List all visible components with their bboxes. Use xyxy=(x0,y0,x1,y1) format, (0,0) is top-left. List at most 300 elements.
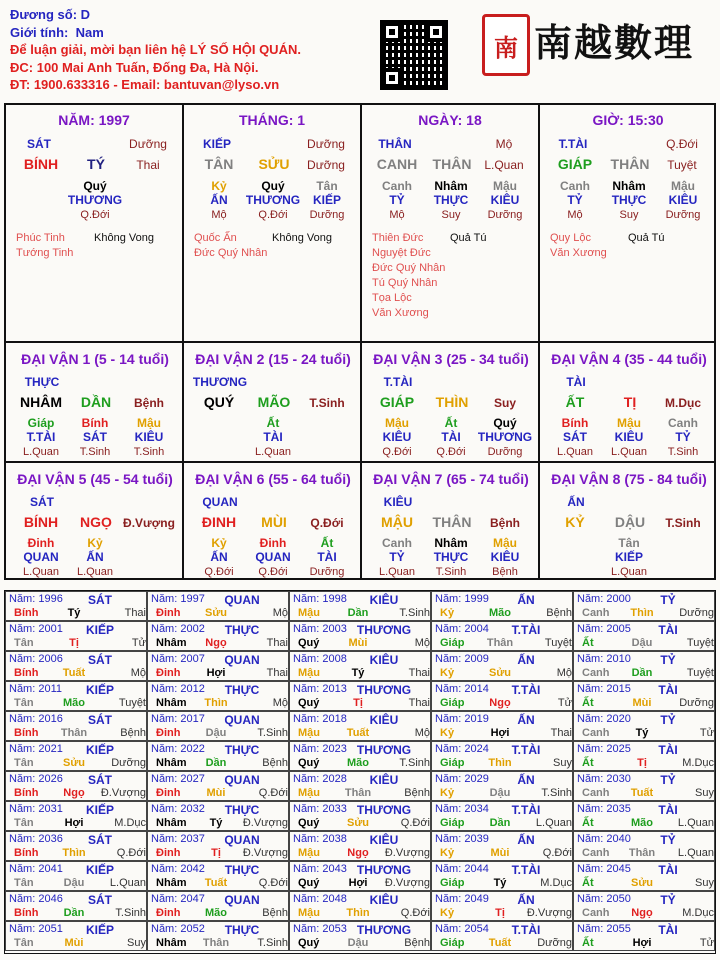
year-stage: L.Quan xyxy=(677,817,714,829)
chart-frame xyxy=(4,103,716,580)
year-cell xyxy=(147,801,289,831)
year-cell xyxy=(147,891,289,921)
hidden-stage: Bệnh xyxy=(492,566,518,578)
year-stem: Canh xyxy=(582,847,610,859)
year-branch: Mão xyxy=(489,607,511,619)
year-star: TÀI xyxy=(658,923,678,937)
dai-van-star: QUAN xyxy=(202,495,238,509)
year-stage: Q.Đới xyxy=(542,847,572,859)
year-star: KIẾP xyxy=(85,803,114,817)
year-label: Năm: 2050 xyxy=(577,893,631,905)
year-stage: Thai xyxy=(266,667,288,679)
hidden-star: SÁT xyxy=(83,430,107,444)
dai-van-star: TÀI xyxy=(566,375,586,389)
year-cell xyxy=(5,741,147,771)
year-label: Năm: 2052 xyxy=(151,923,205,935)
hidden-star: THƯƠNG xyxy=(67,193,123,207)
dai-van-stage: Bệnh xyxy=(134,396,164,410)
year-cell xyxy=(5,921,147,951)
year-branch: Mùi xyxy=(348,637,368,649)
year-branch: Sửu xyxy=(630,877,654,889)
year-branch: Tị xyxy=(637,757,647,769)
year-label: Năm: 2016 xyxy=(9,713,63,725)
year-label: Năm: 2053 xyxy=(293,923,347,935)
hidden-stage: Q.Đới xyxy=(204,566,234,578)
year-stem: Mậu xyxy=(298,727,320,739)
year-star: QUAN xyxy=(224,773,260,787)
year-cell xyxy=(573,741,715,771)
year-stem: Quý xyxy=(298,637,320,649)
star-note: Thiên Đức xyxy=(372,232,424,244)
year-star: T.TÀI xyxy=(511,623,541,637)
year-stem: Ất xyxy=(582,637,594,649)
pillar-stem: TÂN xyxy=(204,156,234,172)
year-stem: Đinh xyxy=(156,667,181,679)
hidden-star: KIÊU xyxy=(382,430,412,444)
year-stage: M.Dục xyxy=(682,757,714,769)
year-star: QUAN xyxy=(224,593,260,607)
year-stem: Bính xyxy=(14,847,39,859)
star-note: Quả Tú xyxy=(628,232,665,244)
hidden-star: KIẾP xyxy=(312,193,341,207)
year-star: ẤN xyxy=(517,833,535,847)
pillar-stem: BÍNH xyxy=(23,156,59,172)
year-cell xyxy=(573,621,715,651)
dai-van-title: ĐẠI VẬN 8 (75 - 84 tuổi) xyxy=(551,471,707,487)
year-star: THƯƠNG xyxy=(356,923,412,937)
year-star: SÁT xyxy=(88,713,112,727)
year-label: Năm: 1996 xyxy=(9,593,63,605)
year-stage: Mộ xyxy=(556,667,572,679)
year-label: Năm: 2002 xyxy=(151,623,205,635)
year-branch: Ngọ xyxy=(631,907,653,919)
hidden-stage: L.Quan xyxy=(378,566,416,578)
dai-van-stage: Bệnh xyxy=(490,516,520,530)
pillar-branch-stage: Thai xyxy=(136,158,160,172)
year-star: THƯƠNG xyxy=(356,863,412,877)
star-note: Quả Tú xyxy=(450,232,487,244)
dai-van-star: SÁT xyxy=(30,495,54,509)
year-branch: Dần xyxy=(205,757,227,769)
year-cell xyxy=(289,681,431,711)
year-branch: Tuất xyxy=(488,937,512,949)
year-star: KIÊU xyxy=(369,833,399,847)
year-star: SÁT xyxy=(88,773,112,787)
star-note: Đức Quý Nhân xyxy=(372,262,446,274)
year-cell xyxy=(147,921,289,951)
year-stem: Tân xyxy=(14,817,34,829)
dai-van-branch: DẬU xyxy=(614,514,646,530)
year-star: TÀI xyxy=(658,623,678,637)
year-branch: Dậu xyxy=(347,937,369,949)
year-stem: Giáp xyxy=(440,637,465,649)
year-star: THỰC xyxy=(224,803,260,817)
star-note: Không Vong xyxy=(94,232,154,244)
hidden-stem: Quý xyxy=(83,179,107,193)
year-branch: Sửu xyxy=(204,607,228,619)
hidden-stage: Q.Đới xyxy=(436,446,466,458)
year-star: T.TÀI xyxy=(511,863,541,877)
hidden-stem: Đinh xyxy=(259,536,287,550)
year-stage: Tử xyxy=(699,937,714,949)
year-star: THỰC xyxy=(224,923,260,937)
year-label: Năm: 2012 xyxy=(151,683,205,695)
hidden-stage: Mộ xyxy=(211,209,227,221)
gioi-tinh-label: Giới tính: xyxy=(10,24,69,40)
year-star: T.TÀI xyxy=(511,743,541,757)
year-stem: Tân xyxy=(14,757,34,769)
year-stem: Bính xyxy=(14,787,39,799)
year-label: Năm: 2003 xyxy=(293,623,347,635)
year-label: Năm: 2039 xyxy=(435,833,489,845)
year-cell xyxy=(573,591,715,621)
hidden-star: TỶ xyxy=(567,193,583,207)
hidden-star: KIÊU xyxy=(490,193,520,207)
year-stem: Đinh xyxy=(156,847,181,859)
hidden-stage: L.Quan xyxy=(610,566,648,578)
year-stage: Bệnh xyxy=(404,787,430,799)
year-label: Năm: 2033 xyxy=(293,803,347,815)
hidden-star: KIÊU xyxy=(134,430,164,444)
year-branch: Dần xyxy=(631,667,653,679)
hidden-stage: Q.Đới xyxy=(80,209,110,221)
year-cell xyxy=(431,771,573,801)
pillar-branch-stage: Tuyệt xyxy=(667,158,697,172)
year-stage: Tuyệt xyxy=(544,637,572,649)
year-stem: Tân xyxy=(14,697,34,709)
year-cell xyxy=(573,801,715,831)
year-stage: Đ.Vượng xyxy=(384,877,430,889)
year-branch: Mùi xyxy=(632,697,652,709)
year-stage: T.Sinh xyxy=(399,607,430,619)
hidden-stage: L.Quan xyxy=(22,446,60,458)
year-stem: Giáp xyxy=(440,877,465,889)
pillar-top-star: THÂN xyxy=(378,137,412,151)
year-stage: Q.Đới xyxy=(116,847,146,859)
star-note: Quốc Ấn xyxy=(194,232,237,244)
hidden-stage: Mộ xyxy=(567,209,583,221)
year-cell xyxy=(289,651,431,681)
year-stem: Ất xyxy=(582,817,594,829)
dai-van-title: ĐẠI VẬN 7 (65 - 74 tuổi) xyxy=(373,471,529,487)
dai-van-star: T.TÀI xyxy=(383,375,413,389)
year-branch: Hợi xyxy=(64,817,84,829)
year-stage: Mộ xyxy=(272,607,288,619)
year-stage: M.Dục xyxy=(682,907,714,919)
year-label: Năm: 2015 xyxy=(577,683,631,695)
year-label: Năm: 2008 xyxy=(293,653,347,665)
year-stage: Q.Đới xyxy=(258,787,288,799)
year-stage: Đ.Vượng xyxy=(100,787,146,799)
year-branch: Tuất xyxy=(204,877,228,889)
year-stem: Đinh xyxy=(156,907,181,919)
hidden-stage: T.Sinh xyxy=(435,566,467,578)
year-stem: Đinh xyxy=(156,787,181,799)
year-cell xyxy=(147,591,289,621)
address-line: ĐC: 100 Mai Anh Tuấn, Đống Đa, Hà Nội. xyxy=(10,59,259,75)
dai-van-branch: THÌN xyxy=(435,394,469,410)
year-label: Năm: 2010 xyxy=(577,653,631,665)
year-cell xyxy=(5,621,147,651)
pillar-stem: CANH xyxy=(376,156,418,172)
hidden-stage: T.Sinh xyxy=(667,446,699,458)
year-cell xyxy=(289,771,431,801)
hidden-stem: Mậu xyxy=(385,416,409,430)
year-cell xyxy=(431,831,573,861)
year-label: Năm: 2005 xyxy=(577,623,631,635)
year-stage: M.Dục xyxy=(540,877,572,889)
year-stem: Canh xyxy=(582,667,610,679)
year-stem: Quý xyxy=(298,877,320,889)
year-star: SÁT xyxy=(88,653,112,667)
year-label: Năm: 2006 xyxy=(9,653,63,665)
year-stage: Đ.Vượng xyxy=(526,907,572,919)
year-star: THƯƠNG xyxy=(356,683,412,697)
year-stem: Mậu xyxy=(298,787,320,799)
year-branch: Tị xyxy=(69,637,79,649)
hidden-stage: Suy xyxy=(441,209,461,221)
year-stage: Đ.Vượng xyxy=(242,817,288,829)
year-cell xyxy=(147,621,289,651)
year-branch: Sửu xyxy=(488,667,512,679)
year-star: ẤN xyxy=(517,593,535,607)
year-stem: Mậu xyxy=(298,907,320,919)
duong-so-label: Đương số: xyxy=(10,7,78,22)
hidden-stage: L.Quan xyxy=(22,566,60,578)
year-label: Năm: 2020 xyxy=(577,713,631,725)
year-stem: Nhâm xyxy=(156,637,187,649)
year-stage: Tử xyxy=(699,727,714,739)
hidden-star: THƯƠNG xyxy=(477,430,533,444)
pillar-top-star: SÁT xyxy=(27,137,51,151)
year-stage: Đ.Vượng xyxy=(242,847,288,859)
year-branch: Dần xyxy=(347,607,369,619)
year-stage: L.Quan xyxy=(677,847,714,859)
year-stem: Bính xyxy=(14,667,39,679)
hidden-stem: Ất xyxy=(444,416,458,430)
duong-so-value: D xyxy=(80,7,91,22)
year-label: Năm: 2022 xyxy=(151,743,205,755)
hidden-stem: Tân xyxy=(618,536,640,550)
year-cell xyxy=(431,621,573,651)
pillar-branch: THÂN xyxy=(610,156,650,172)
hidden-stage: T.Sinh xyxy=(79,446,111,458)
year-stage: Đ.Vượng xyxy=(384,847,430,859)
year-stage: Suy xyxy=(695,787,714,799)
year-label: Năm: 2000 xyxy=(577,593,631,605)
year-stem: Tân xyxy=(14,877,34,889)
dai-van-star: KIÊU xyxy=(383,495,413,509)
year-stage: Thai xyxy=(408,667,430,679)
year-stage: Bệnh xyxy=(546,607,572,619)
hidden-star: TÀI xyxy=(317,550,337,564)
year-stem: Canh xyxy=(582,727,610,739)
year-cell xyxy=(289,591,431,621)
year-stem: Đinh xyxy=(156,607,181,619)
year-cell xyxy=(289,831,431,861)
year-label: Năm: 2043 xyxy=(293,863,347,875)
year-star: TỶ xyxy=(660,653,676,667)
year-star: QUAN xyxy=(224,653,260,667)
year-branch: Tị xyxy=(211,847,221,859)
year-branch: Thìn xyxy=(346,907,370,919)
year-cell xyxy=(147,831,289,861)
year-branch: Hợi xyxy=(348,877,368,889)
year-stem: Đinh xyxy=(156,727,181,739)
year-branch: Tuất xyxy=(346,727,370,739)
year-stage: Tuyệt xyxy=(118,697,146,709)
hidden-stage: Suy xyxy=(619,209,639,221)
year-star: KIÊU xyxy=(369,893,399,907)
year-branch: Mão xyxy=(205,907,227,919)
year-star: SÁT xyxy=(88,833,112,847)
year-star: THƯƠNG xyxy=(356,623,412,637)
year-branch: Tý xyxy=(493,877,507,889)
year-label: Năm: 2025 xyxy=(577,743,631,755)
year-star: KIẾP xyxy=(85,683,114,697)
year-star: KIẾP xyxy=(85,923,114,937)
year-stem: Mậu xyxy=(298,667,320,679)
dai-van-title: ĐẠI VẬN 6 (55 - 64 tuổi) xyxy=(195,471,351,487)
year-branch: Thân xyxy=(486,637,514,649)
hidden-stem: Kỷ xyxy=(211,179,227,193)
year-star: KIẾP xyxy=(85,863,114,877)
year-stage: Mộ xyxy=(130,667,146,679)
dai-van-branch: DẦN xyxy=(80,394,112,410)
year-cell xyxy=(147,771,289,801)
year-stem: Mậu xyxy=(298,607,320,619)
year-cell xyxy=(431,591,573,621)
contact-line: Để luận giải, mời bạn liên hệ LÝ SỐ HỘI QUÁN. xyxy=(10,42,301,57)
hidden-star: KIÊU xyxy=(490,550,520,564)
year-branch: Tuất xyxy=(62,667,86,679)
year-branch: Tý xyxy=(351,667,365,679)
dai-van-star: ẤN xyxy=(567,495,585,509)
dai-van-stem: KỶ xyxy=(565,514,585,530)
year-star: TỶ xyxy=(660,713,676,727)
hidden-star: KIÊU xyxy=(614,430,644,444)
year-stem: Canh xyxy=(582,787,610,799)
year-star: TỶ xyxy=(660,893,676,907)
year-label: Năm: 2036 xyxy=(9,833,63,845)
hidden-star: THỰC xyxy=(433,550,469,564)
dai-van-stage: T.Sinh xyxy=(309,396,345,410)
year-stem: Nhâm xyxy=(156,877,187,889)
dai-van-branch: MÃO xyxy=(257,394,291,410)
year-label: Năm: 2051 xyxy=(9,923,63,935)
hidden-star: T.TÀI xyxy=(26,430,56,444)
year-cell xyxy=(573,831,715,861)
year-label: Năm: 1998 xyxy=(293,593,347,605)
year-stem: Giáp xyxy=(440,937,465,949)
year-label: Năm: 2021 xyxy=(9,743,63,755)
pillar-top-star: T.TÀI xyxy=(558,137,588,151)
hidden-stem: Đinh xyxy=(27,536,55,550)
pillar-branch: SỬU xyxy=(258,156,290,172)
hidden-stage: Dưỡng xyxy=(665,209,701,221)
year-star: THỰC xyxy=(224,863,260,877)
year-star: QUAN xyxy=(224,713,260,727)
hidden-stage: Q.Đới xyxy=(258,209,288,221)
year-label: Năm: 2049 xyxy=(435,893,489,905)
star-note: Phúc Tinh xyxy=(16,232,65,244)
year-stem: Bính xyxy=(14,607,39,619)
year-label: Năm: 2055 xyxy=(577,923,631,935)
year-cell xyxy=(5,681,147,711)
hidden-stage: T.Sinh xyxy=(133,446,165,458)
hidden-star: THỰC xyxy=(611,193,647,207)
star-note: Không Vong xyxy=(272,232,332,244)
year-label: Năm: 2034 xyxy=(435,803,489,815)
year-stage: Tử xyxy=(131,637,146,649)
year-cell xyxy=(431,861,573,891)
year-stage: L.Quan xyxy=(109,877,146,889)
year-cell xyxy=(5,771,147,801)
year-stem: Giáp xyxy=(440,757,465,769)
year-stem: Tân xyxy=(14,937,34,949)
pillar-title: NGÀY: 18 xyxy=(418,112,482,128)
hidden-stage: Q.Đới xyxy=(382,446,412,458)
dai-van-stage: Đ.Vượng xyxy=(123,516,175,530)
year-label: Năm: 2045 xyxy=(577,863,631,875)
year-stem: Kỷ xyxy=(440,847,455,859)
dai-van-stem: MẬU xyxy=(381,514,413,530)
year-cell xyxy=(431,651,573,681)
year-stem: Mậu xyxy=(298,847,320,859)
year-cell xyxy=(147,711,289,741)
year-star: ẤN xyxy=(517,653,535,667)
year-branch: Dần xyxy=(63,907,85,919)
year-star: TỶ xyxy=(660,833,676,847)
dai-van-stage: Q.Đới xyxy=(310,516,344,530)
hidden-star: THỰC xyxy=(433,193,469,207)
hidden-stem: Nhâm xyxy=(434,536,468,550)
year-branch: Dậu xyxy=(631,637,653,649)
year-star: KIẾP xyxy=(85,623,114,637)
year-cell xyxy=(5,861,147,891)
star-note: Đức Quý Nhân xyxy=(194,247,268,259)
year-stage: Q.Đới xyxy=(400,817,430,829)
year-stem: Nhâm xyxy=(156,937,187,949)
year-cell xyxy=(147,651,289,681)
year-label: Năm: 2040 xyxy=(577,833,631,845)
year-label: Năm: 2009 xyxy=(435,653,489,665)
year-branch: Mão xyxy=(347,757,369,769)
dai-van-branch: TỊ xyxy=(623,394,637,410)
year-star: QUAN xyxy=(224,833,260,847)
hidden-stem: Mậu xyxy=(137,416,161,430)
star-note: Tọa Lộc xyxy=(372,292,412,304)
year-branch: Thìn xyxy=(62,847,86,859)
year-cell xyxy=(431,921,573,951)
year-stage: T.Sinh xyxy=(399,757,430,769)
year-branch: Tị xyxy=(495,907,505,919)
year-branch: Thân xyxy=(60,727,88,739)
year-branch: Hợi xyxy=(632,937,652,949)
year-stage: Dưỡng xyxy=(111,757,146,769)
year-stem: Bính xyxy=(14,727,39,739)
hidden-stem: Canh xyxy=(382,179,412,193)
pillar-top-stage: Mộ xyxy=(495,137,513,151)
hidden-stem: Canh xyxy=(382,536,412,550)
hidden-star: QUAN xyxy=(255,550,291,564)
star-note: Tú Quý Nhân xyxy=(372,277,438,289)
hidden-stage: L.Quan xyxy=(76,566,114,578)
year-star: THỰC xyxy=(224,743,260,757)
dai-van-branch: NGỌ xyxy=(80,514,112,530)
pillar-branch: TÝ xyxy=(87,156,105,172)
year-label: Năm: 2011 xyxy=(9,683,62,695)
